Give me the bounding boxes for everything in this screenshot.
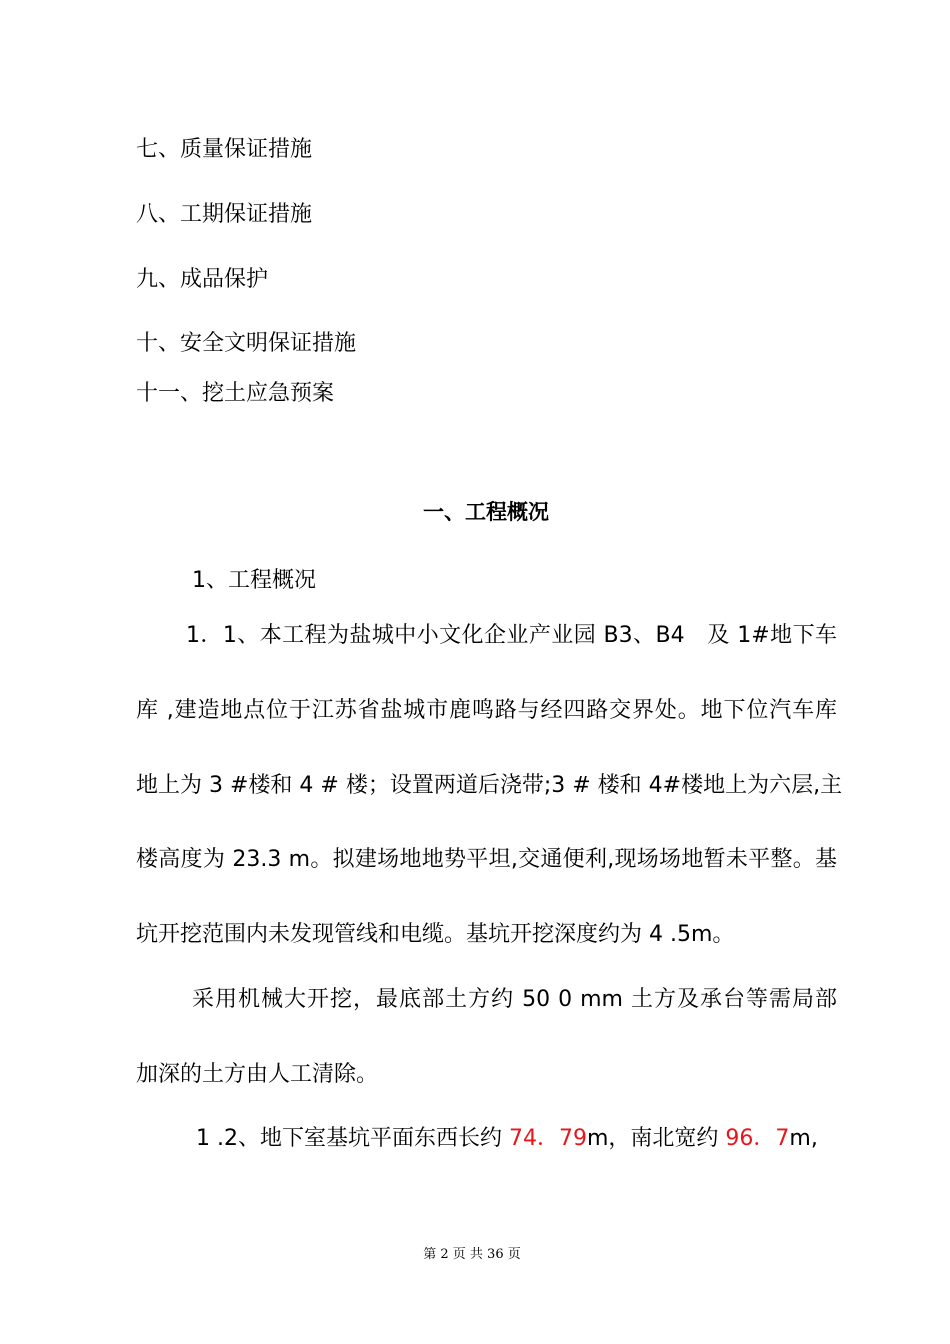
section-title: 一、工程概况 <box>423 500 549 524</box>
length-value: 74．79 <box>508 1126 587 1151</box>
width-value: 96．7 <box>725 1126 790 1151</box>
toc-item-8: 八、工期保证措施 <box>136 202 313 227</box>
paragraph-line: 楼高度为 23.3 m。拟建场地地势平坦,交通便利,现场场地暂未平整。基 <box>136 847 837 872</box>
toc-item-7: 七、质量保证措施 <box>136 137 313 162</box>
paragraph-line: 地上为 3 #楼和 4 # 楼；设置两道后浇带;3 # 楼和 4#楼地上为六层,主 <box>136 773 843 798</box>
paragraph-1-2-prefix: 1 .2、地下室基坑平面东西长约 <box>196 1126 509 1151</box>
paragraph-1-2-middle: m，南北宽约 <box>586 1126 726 1151</box>
paragraph-1-2 <box>196 1125 837 1153</box>
toc-item-11: 十一、挖土应急预案 <box>136 381 335 406</box>
toc-item-9: 九、成品保护 <box>136 267 269 292</box>
paragraph-1-2-suffix: m, <box>789 1126 818 1151</box>
paragraph-line: 采用机械大开挖，最底部土方约 50 0 mm 土方及承台等需局部 <box>192 987 837 1012</box>
paragraph-line: 库 ,建造地点位于江苏省盐城市鹿鸣路与经四路交界处。地下位汽车库 <box>136 698 837 723</box>
page-footer: 第 2 页 共 36 页 <box>423 1247 521 1262</box>
paragraph-line: 加深的土方由人工清除。 <box>136 1062 379 1087</box>
paragraph-line: 坑开挖范围内未发现管线和电缆。基坑开挖深度约为 4 .5m。 <box>136 922 735 947</box>
paragraph-line: 1．1、本工程为盐城中小文化企业产业园 B3、B4 及 1#地下车 <box>186 623 837 648</box>
subsection-heading: 1、工程概况 <box>192 568 316 593</box>
toc-item-10: 十、安全文明保证措施 <box>136 331 357 356</box>
